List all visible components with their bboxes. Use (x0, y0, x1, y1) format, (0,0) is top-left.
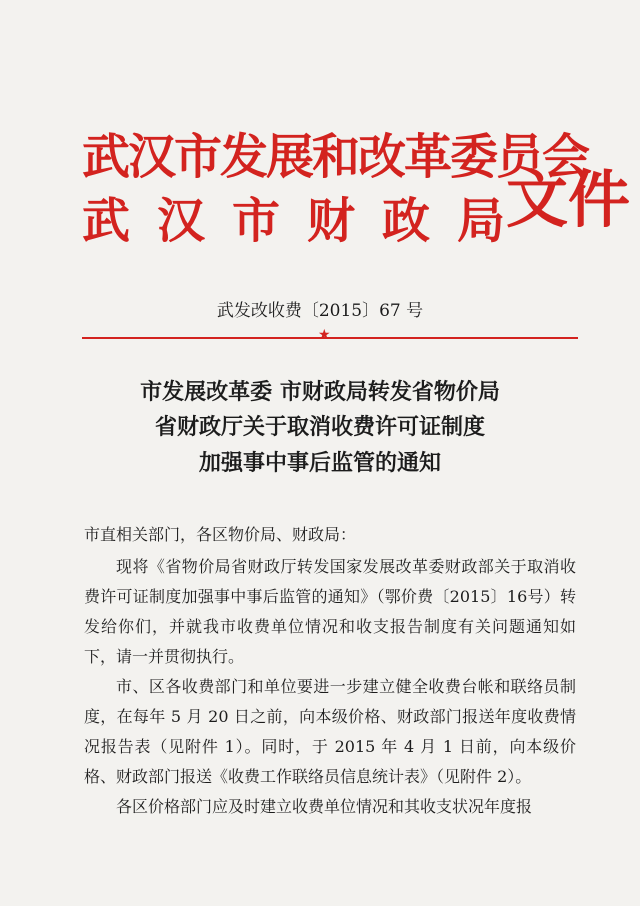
document-header (82, 108, 631, 258)
star-icon: ★ (318, 327, 331, 343)
paragraph: 现将《省物价局省财政厅转发国家发展改革委财政部关于取消收费许可证制度加强事中事后监管的通知》（鄂价费〔2015〕16号）转发给你们，并就我市收费单位情况和收支报告制度有关问题通知如下，请一并贯彻执行。 (84, 557, 576, 666)
paragraph: 各区价格部门应及时建立收费单位情况和其收支状况年度报 (116, 797, 533, 816)
document-type-label: 文件 (506, 163, 631, 236)
document-number: 武发改收费〔2015〕67 号 (216, 301, 424, 321)
issuer-line-2: 武汉市财政局 (82, 193, 533, 249)
salutation: 市直相关部门，各区物价局、财政局： (84, 525, 357, 544)
title-line-3: 加强事中事后监管的通知 (198, 451, 441, 476)
document-body (84, 552, 576, 822)
title-line-2: 省财政厅关于取消收费许可证制度 (154, 415, 485, 440)
issuer-line-1: 武汉市发展和改革委员会 (82, 129, 589, 185)
title-line-1: 市发展改革委 市财政局转发省物价局 (140, 380, 500, 405)
paragraph: 市、区各收费部门和单位要进一步建立健全收费台帐和联络员制度，在每年 5 月 20 日之前，向本级价格、财政部门报送年度收费情况报告表（见附件 1）。同时，于 2015 年 4 月 1 日前，向本级价格、财政部门报送《收费工作联络员信息统计表》（见附件 2）。 (84, 677, 576, 786)
